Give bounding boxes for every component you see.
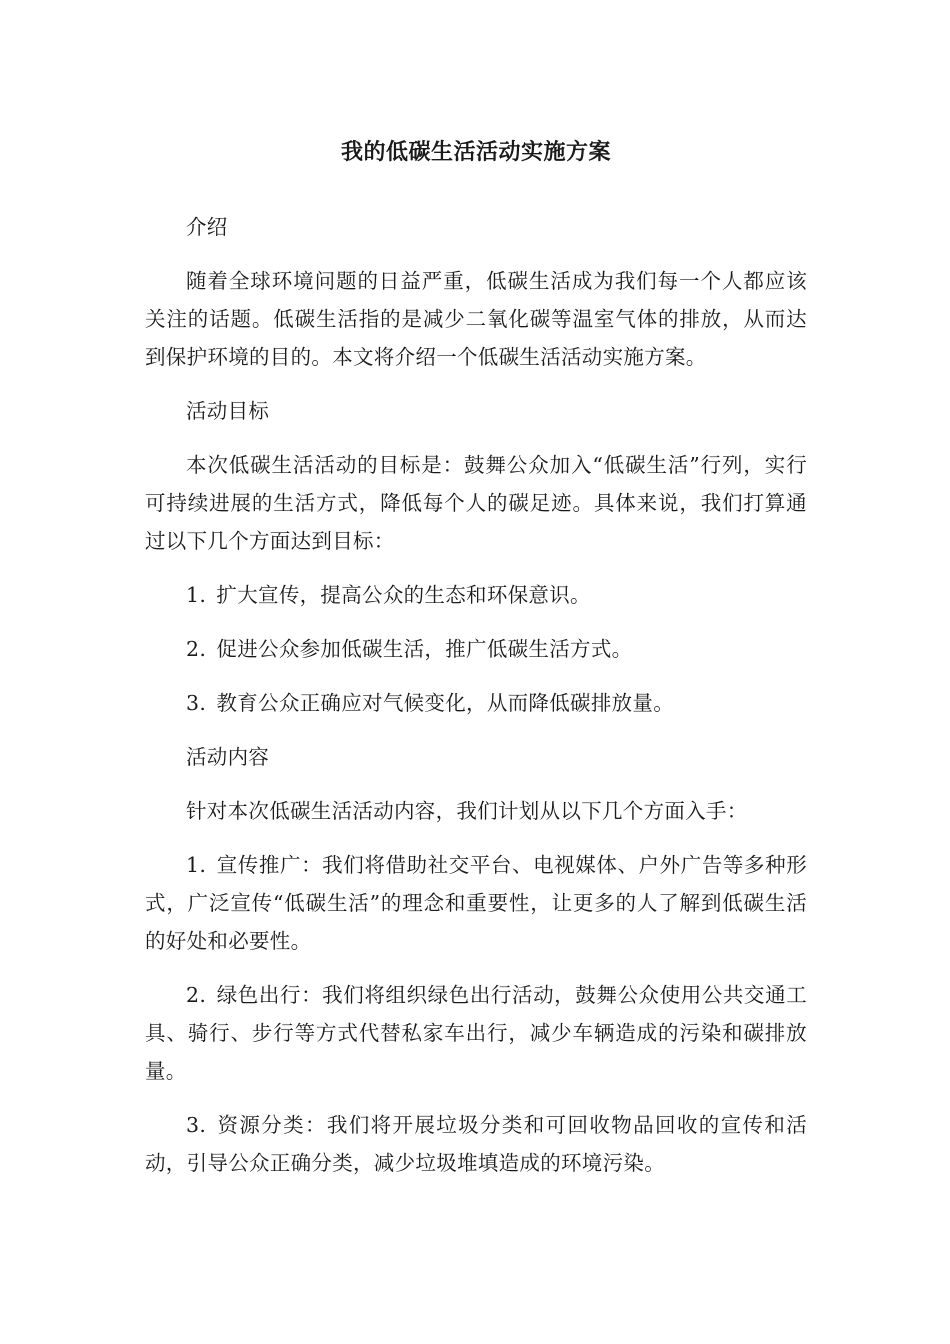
content-paragraph: 针对本次低碳生活活动内容，我们计划从以下几个方面入手： [186,799,748,823]
goals-list-item [145,630,807,668]
content-list-item [145,846,807,960]
document-body [145,138,807,1198]
list-item-text: 绿色出行：我们将组织绿色出行活动，鼓舞公众使用公共交通工具、骑行、步行等方式代替私家车出行，减少车辆造成的污染和碳排放量。 [145,983,807,1083]
list-item-number: 3. [186,1113,207,1137]
goals-list-item [145,684,807,722]
list-item-text: 教育公众正确应对气候变化，从而降低碳排放量。 [216,691,675,715]
content-list-item [145,976,807,1090]
list-item-text: 促进公众参加低碳生活，推广低碳生活方式。 [216,637,633,661]
list-item-number: 3. [186,691,207,715]
section-heading-goals: 活动目标 [186,399,270,423]
goals-list-item [145,576,807,614]
list-item-text: 宣传推广：我们将借助社交平台、电视媒体、户外广告等多种形式，广泛宣传“低碳生活”的理念和重要性，让更多的人了解到低碳生活的好处和必要性。 [145,853,807,953]
goals-paragraph: 本次低碳生活活动的目标是：鼓舞公众加入“低碳生活”行列，实行可持续进展的生活方式，降低每个人的碳足迹。具体来说，我们打算通过以下几个方面达到目标： [145,453,807,553]
list-item-number: 2. [186,983,207,1007]
list-item-number: 1. [186,853,207,877]
document-title: 我的低碳生活活动实施方案 [340,140,611,165]
list-item-text: 扩大宣传，提高公众的生态和环保意识。 [216,583,591,607]
section-heading-intro: 介绍 [186,215,228,239]
section-heading-content: 活动内容 [186,745,270,769]
content-list-item [145,1106,807,1182]
list-item-number: 2. [186,637,207,661]
list-item-text: 资源分类：我们将开展垃圾分类和可回收物品回收的宣传和活动，引导公众正确分类，减少垃圾堆填造成的环境污染。 [145,1113,807,1175]
intro-paragraph: 随着全球环境问题的日益严重，低碳生活成为我们每一个人都应该关注的话题。低碳生活指的是减少二氧化碳等温室气体的排放，从而达到保护环境的目的。本文将介绍一个低碳生活活动实施方案。 [145,269,807,369]
list-item-number: 1. [186,583,207,607]
